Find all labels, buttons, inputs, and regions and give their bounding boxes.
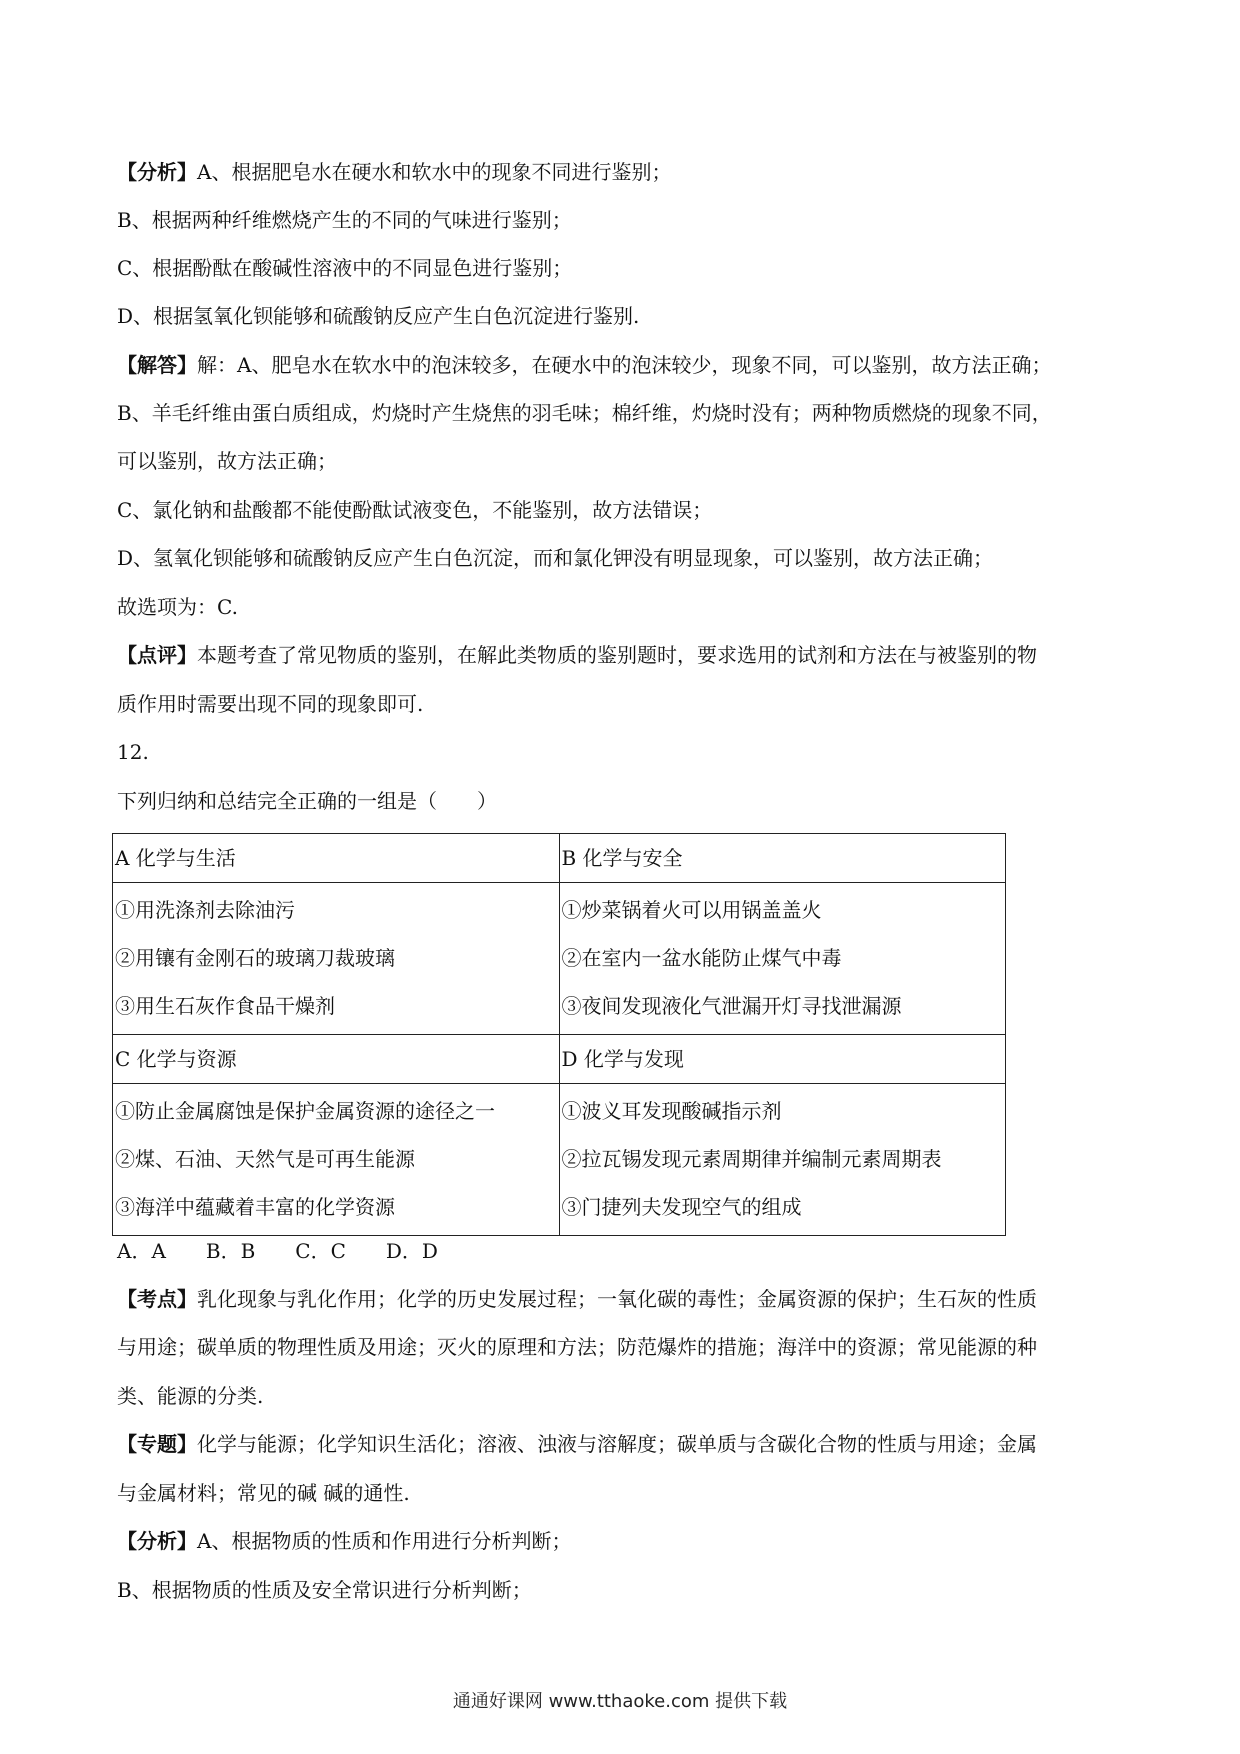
answer-tag: 【解答】 bbox=[117, 353, 197, 377]
analysis-line-c: C、根据酚酞在酸碱性溶液中的不同显色进行鉴别； bbox=[117, 256, 573, 280]
a-item: ③用生石灰作食品干燥剂 bbox=[115, 994, 335, 1018]
answer-line-4: C、氯化钠和盐酸都不能使酚酞试液变色，不能鉴别，故方法错误； bbox=[117, 498, 713, 522]
analysis-tag: 【分析】 bbox=[117, 160, 197, 184]
answer-options: A．A B．B C．C D．D bbox=[117, 1239, 438, 1263]
zhuanti-tag: 【专题】 bbox=[117, 1432, 197, 1456]
cell-b-items bbox=[559, 883, 1006, 1035]
c-item: ③海洋中蕴藏着丰富的化学资源 bbox=[115, 1195, 395, 1219]
b-item: ③夜间发现液化气泄漏开灯寻找泄漏源 bbox=[561, 994, 902, 1018]
answer-line-5: D、氢氧化钡能够和硫酸钠反应产生白色沉淀，而和氯化钾没有明显现象，可以鉴别，故方法正确； bbox=[117, 546, 994, 570]
analysis-line-d: D、根据氢氧化钡能够和硫酸钠反应产生白色沉淀进行鉴别. bbox=[117, 304, 640, 328]
c-item: ①防止金属腐蚀是保护金属资源的途径之一 bbox=[115, 1099, 495, 1123]
a-item: ②用镶有金刚石的玻璃刀裁玻璃 bbox=[115, 946, 395, 970]
cell-d-title: D 化学与发现 bbox=[559, 1035, 1006, 1084]
cell-c-items bbox=[113, 1084, 560, 1236]
analysis2-line-a: 【分析】A、根据物质的性质和作用进行分析判断； bbox=[117, 1529, 572, 1553]
analysis2-line-b: B、根据物质的性质及安全常识进行分析判断； bbox=[117, 1578, 532, 1602]
d-item: ③门捷列夫发现空气的组成 bbox=[561, 1195, 802, 1219]
c-item: ②煤、石油、天然气是可再生能源 bbox=[115, 1147, 415, 1171]
analysis2-tag: 【分析】 bbox=[117, 1529, 197, 1553]
answer-line-6: 故选项为：C. bbox=[117, 595, 238, 619]
b-item: ②在室内一盆水能防止煤气中毒 bbox=[561, 946, 842, 970]
cell-d-items bbox=[559, 1084, 1006, 1236]
cell-c-title: C 化学与资源 bbox=[113, 1035, 560, 1084]
d-item: ①波义耳发现酸碱指示剂 bbox=[561, 1099, 782, 1123]
page-footer: 通通好课网 www.tthaoke.com 提供下载 bbox=[452, 1691, 788, 1712]
analysis-line-b: B、根据两种纤维燃烧产生的不同的气味进行鉴别； bbox=[117, 208, 572, 232]
review-line-1: 【点评】本题考查了常见物质的鉴别，在解此类物质的鉴别题时，要求选用的试剂和方法在与被鉴别的物 bbox=[117, 643, 1037, 667]
cell-a-items bbox=[113, 883, 560, 1035]
zhuanti-line-2: 与金属材料；常见的碱 碱的通性. bbox=[117, 1481, 410, 1505]
kaodian-tag: 【考点】 bbox=[117, 1287, 197, 1311]
cell-b-title: B 化学与安全 bbox=[559, 834, 1006, 883]
cell-a-title: A 化学与生活 bbox=[113, 834, 560, 883]
question-stem: 下列归纳和总结完全正确的一组是（ ） bbox=[117, 789, 497, 813]
zhuanti-line-1: 【专题】化学与能源；化学知识生活化；溶液、浊液与溶解度；碳单质与含碳化合物的性质与用途；金属 bbox=[117, 1432, 1037, 1456]
choice-table bbox=[112, 833, 1006, 1236]
answer-line-2: B、羊毛纤维由蛋白质组成，灼烧时产生烧焦的羽毛味；棉纤维，灼烧时没有；两种物质燃烧的现象不同， bbox=[117, 401, 1052, 425]
b-item: ①炒菜锅着火可以用锅盖盖火 bbox=[561, 898, 822, 922]
review-tag: 【点评】 bbox=[117, 643, 197, 667]
a-item: ①用洗涤剂去除油污 bbox=[115, 898, 295, 922]
kaodian-line-1: 【考点】乳化现象与乳化作用；化学的历史发展过程；一氧化碳的毒性；金属资源的保护；生石灰的性质 bbox=[117, 1287, 1037, 1311]
question-number: 12. bbox=[117, 740, 149, 764]
kaodian-line-3: 类、能源的分类. bbox=[117, 1384, 264, 1408]
analysis-line-a: 【分析】A、根据肥皂水在硬水和软水中的现象不同进行鉴别； bbox=[117, 160, 672, 184]
review-line-2: 质作用时需要出现不同的现象即可. bbox=[117, 692, 424, 716]
kaodian-line-2: 与用途；碳单质的物理性质及用途；灭火的原理和方法；防范爆炸的措施；海洋中的资源；常见能源的种 bbox=[117, 1335, 1037, 1359]
answer-line-3: 可以鉴别，故方法正确； bbox=[117, 449, 337, 473]
d-item: ②拉瓦锡发现元素周期律并编制元素周期表 bbox=[561, 1147, 942, 1171]
answer-line-1: 【解答】解：A、肥皂水在软水中的泡沫较多，在硬水中的泡沫较少，现象不同，可以鉴别，故方法正确； bbox=[117, 353, 1052, 377]
